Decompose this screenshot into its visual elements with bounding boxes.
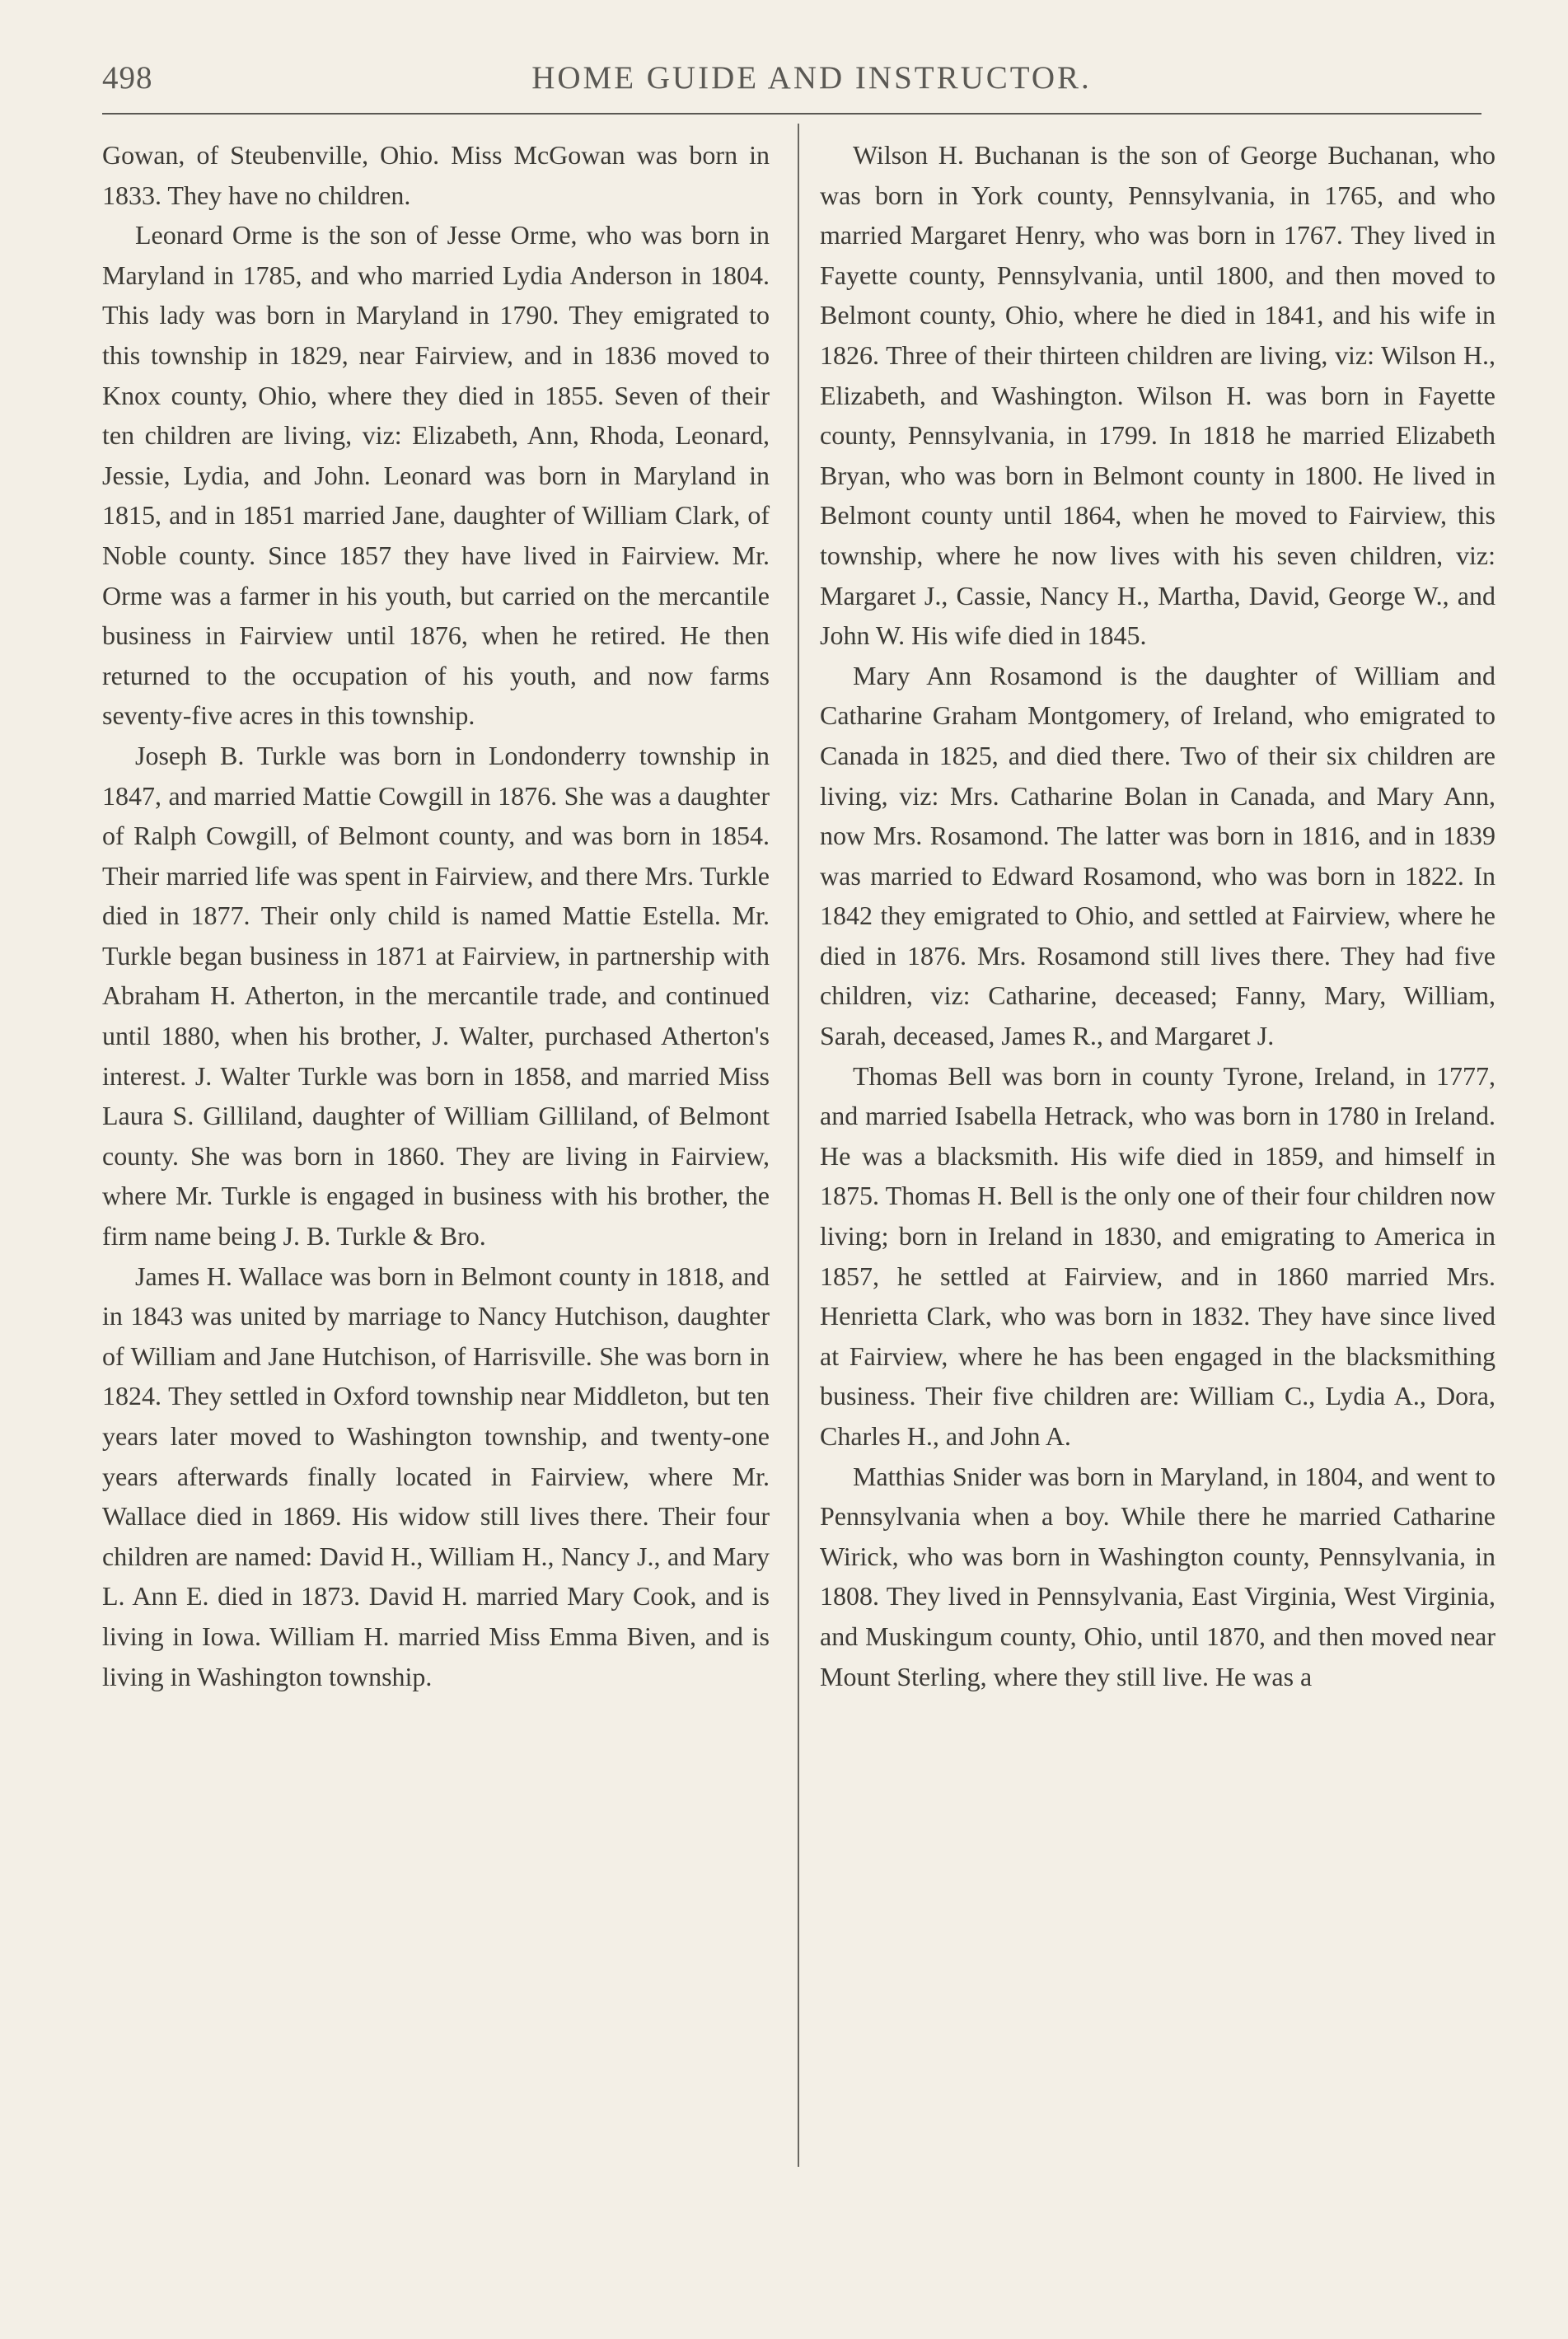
right-column	[820, 135, 1495, 1696]
paragraph-wilson-buchanan: Wilson H. Buchanan is the son of George Buchanan, who was born in York county, Pennsylvania, in 1765, and who married Margaret Henry, who was born in 1767. They lived in Fayette county, Pennsylvania, until 1800, and then moved to Belmont county, Ohio, where he died in 1841, and his wife in 1826. Three of their thirteen children are living, viz: Wilson H., Elizabeth, and Washington. Wilson H. was born in Fayette county, Pennsylvania, in 1799. In 1818 he married Elizabeth Bryan, who was born in Belmont county in 1800. He lived in Belmont county until 1864, when he moved to Fairview, this township, where he now lives with his seven children, viz: Margaret J., Cassie, Nancy H., Martha, David, George W., and John W. His wife died in 1845.	[820, 140, 1495, 651]
paragraph-mary-ann-rosamond: Mary Ann Rosamond is the daughter of William and Catharine Graham Montgomery, of Ireland, who emigrated to Canada in 1825, and died there. Two of their six children are living, viz: Mrs. Catharine Bolan in Canada, and Mary Ann, now Mrs. Rosamond. The latter was born in 1816, and in 1839 was married to Edward Rosamond, who was born in 1822. In 1842 they emigrated to Ohio, and settled at Fairview, where he died in 1876. Mrs. Rosamond still lives there. They had five children, viz: Catharine, deceased; Fanny, Mary, William, Sarah, deceased, James R., and Margaret J.	[820, 660, 1495, 1051]
running-head: HOME GUIDE AND INSTRUCTOR.	[531, 60, 1092, 96]
header-rule	[102, 113, 1481, 115]
column-divider	[798, 124, 799, 2167]
page-number: 498	[102, 60, 153, 96]
paragraph-thomas-bell: Thomas Bell was born in county Tyrone, Ireland, in 1777, and married Isabella Hetrack, who was born in 1780 in Ireland. He was a blacksmith. His wife died in 1859, and himself in 1875. Thomas H. Bell is the only one of their four children now living; born in Ireland in 1830, and emigrating to America in 1857, he settled at Fairview, and in 1860 married Mrs. Henrietta Clark, who was born in 1832. They have since lived at Fairview, where he has been engaged in the blacksmithing business. Their five children are: William C., Lydia A., Dora, Charles H., and John A.	[820, 1060, 1495, 1451]
left-column	[102, 135, 770, 1696]
paragraph-matthias-snider: Matthias Snider was born in Maryland, in 1804, and went to Pennsylvania when a boy. While there he married Catharine Wirick, who was born in Washington county, Pennsylvania, in 1808. They lived in Pennsylvania, East Virginia, West Virginia, and Muskingum county, Ohio, until 1870, and then moved near Mount Sterling, where they still live. He was a	[820, 1461, 1495, 1691]
paragraph-leonard-orme: Leonard Orme is the son of Jesse Orme, who was born in Maryland in 1785, and who married Lydia Anderson in 1804. This lady was born in Maryland in 1790. They emigrated to this township in 1829, near Fairview, and in 1836 moved to Knox county, Ohio, where they died in 1855. Seven of their ten children are living, viz: Elizabeth, Ann, Rhoda, Leonard, Jessie, Lydia, and John. Leonard was born in Maryland in 1815, and in 1851 married Jane, daughter of William Clark, of Noble county. Since 1857 they have lived in Fairview. Mr. Orme was a farmer in his youth, but carried on the mercantile business in Fairview until 1876, when he retired. He then returned to the occupation of his youth, and now farms seventy-five acres in this township.	[102, 220, 770, 731]
paragraph-james-wallace: James H. Wallace was born in Belmont county in 1818, and in 1843 was united by marriage to Nancy Hutchison, daughter of William and Jane Hutchison, of Harrisville. She was born in 1824. They settled in Oxford township near Middleton, but ten years later moved to Washington township, and twenty-one years afterwards finally located in Fairview, where Mr. Wallace died in 1869. His widow still lives there. Their four children are named: David H., William H., Nancy J., and Mary L. Ann E. died in 1873. David H. married Mary Cook, and is living in Iowa. William H. married Miss Emma Biven, and is living in Washington township.	[102, 1261, 770, 1691]
paragraph-joseph-turkle: Joseph B. Turkle was born in Londonderry township in 1847, and married Mattie Cowgill in 1876. She was a daughter of Ralph Cowgill, of Belmont county, and was born in 1854. Their married life was spent in Fairview, and there Mrs. Turkle died in 1877. Their only child is named Mattie Estella. Mr. Turkle began business in 1871 at Fairview, in partnership with Abraham H. Atherton, in the mercantile trade, and continued until 1880, when his brother, J. Walter, purchased Atherton's interest. J. Walter Turkle was born in 1858, and married Miss Laura S. Gilliland, daughter of William Gilliland, of Belmont county. She was born in 1860. They are living in Fairview, where Mr. Turkle is engaged in business with his brother, the firm name being J. B. Turkle & Bro.	[102, 740, 770, 1251]
paragraph-mcgowan-continued: Gowan, of Steubenville, Ohio. Miss McGowan was born in 1833. They have no children.	[102, 140, 770, 210]
